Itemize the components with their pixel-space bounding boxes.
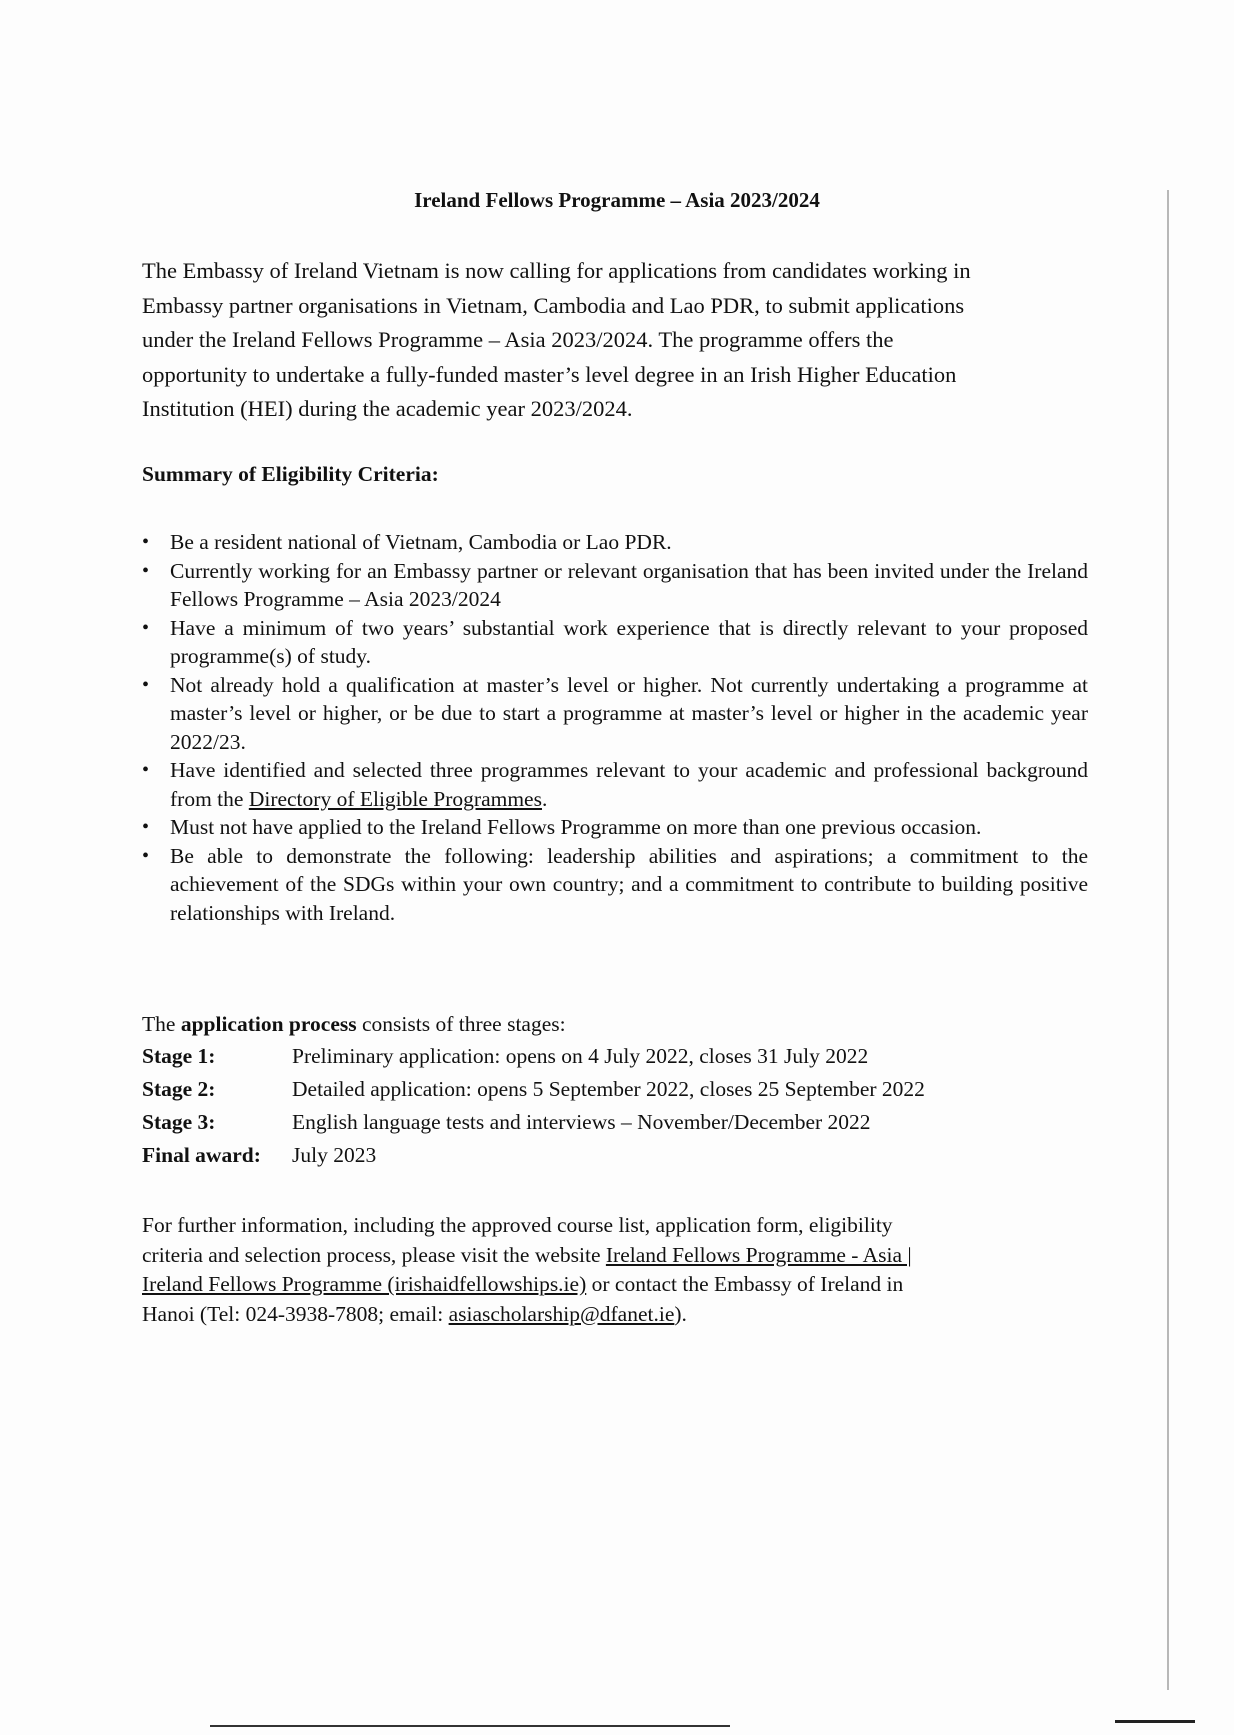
eligibility-item: • Be a resident national of Vietnam, Cambodia or Lao PDR. xyxy=(142,528,1088,557)
eligibility-heading: Summary of Eligibility Criteria: xyxy=(142,462,439,486)
intro-paragraph xyxy=(142,254,1082,427)
stage-label: Stage 3: xyxy=(142,1110,216,1134)
contact-paragraph: For further information, including the approved course list, application form, eligibility criteria and selection process, please visit the website Ireland Fellows Programme - Asia | Ireland Fellows Programme (irishaidfellowships.ie) or contact the Embassy of Ireland in Hanoi (Tel: 024-3938-7808; email: asiascholarship@dfanet.ie). xyxy=(142,1213,912,1326)
eligibility-item: • Not already hold a qualification at master’s level or higher. Not currently undertaking a programme at master’s level or higher, or be due to start a programme at master’s level or higher in the academic year 2022/23. xyxy=(142,671,1088,757)
intro-line: The Embassy of Ireland Vietnam is now calling for applications from candidates working in xyxy=(142,258,971,283)
stage-text: July 2023 xyxy=(292,1143,377,1167)
document-title: Ireland Fellows Programme – Asia 2023/2024 xyxy=(414,188,820,212)
intro-line: Institution (HEI) during the academic year 2023/2024. xyxy=(142,396,633,421)
eligibility-list xyxy=(142,528,1088,927)
eligibility-item: • Be able to demonstrate the following: leadership abilities and aspirations; a commitment to the achievement of the SDGs within your own country; and a commitment to contribute to building positive relationships with Ireland. xyxy=(142,842,1088,928)
directory-link[interactable]: Directory of Eligible Programmes xyxy=(248,786,542,811)
eligibility-item: • Currently working for an Embassy partner or relevant organisation that has been invited under the Ireland Fellows Programme – Asia 2023/2024 xyxy=(142,557,1088,614)
website-link-part2[interactable]: Ireland Fellows Programme (irishaidfellowships.ie) xyxy=(142,1272,587,1296)
bottom-mark xyxy=(1115,1720,1195,1723)
bottom-divider xyxy=(210,1725,730,1727)
stage-label: Stage 1: xyxy=(142,1044,216,1068)
stage-label: Final award: xyxy=(142,1143,261,1167)
process-intro: The application process consists of three stages: xyxy=(142,1012,566,1036)
eligibility-item: • Have a minimum of two years’ substantial work experience that is directly relevant to your proposed programme(s) of study. xyxy=(142,614,1088,671)
process-intro-bold: application process xyxy=(180,1012,357,1036)
stage-text: Preliminary application: opens on 4 July 2022, closes 31 July 2022 xyxy=(292,1044,869,1068)
stage-text: English language tests and interviews – November/December 2022 xyxy=(292,1110,871,1134)
eligibility-item: • Have identified and selected three programmes relevant to your academic and professional background from the Directory of Eligible Programmes. xyxy=(142,756,1088,813)
stage-text: Detailed application: opens 5 September 2022, closes 25 September 2022 xyxy=(292,1077,925,1101)
intro-line: opportunity to undertake a fully-funded master’s level degree in an Irish Higher Education xyxy=(142,361,957,387)
email-link[interactable]: asiascholarship@dfanet.ie xyxy=(448,1301,675,1326)
stage-label: Stage 2: xyxy=(142,1077,216,1101)
scan-margin-line xyxy=(1167,190,1169,1690)
intro-line: under the Ireland Fellows Programme – Asia 2023/2024. The programme offers the xyxy=(142,327,894,352)
intro-line: Embassy partner organisations in Vietnam, Cambodia and Lao PDR, to submit applications xyxy=(142,292,965,318)
website-link-part1[interactable]: Ireland Fellows Programme - Asia | xyxy=(605,1242,912,1267)
eligibility-item: • Must not have applied to the Ireland Fellows Programme on more than one previous occasion. xyxy=(142,813,1088,842)
